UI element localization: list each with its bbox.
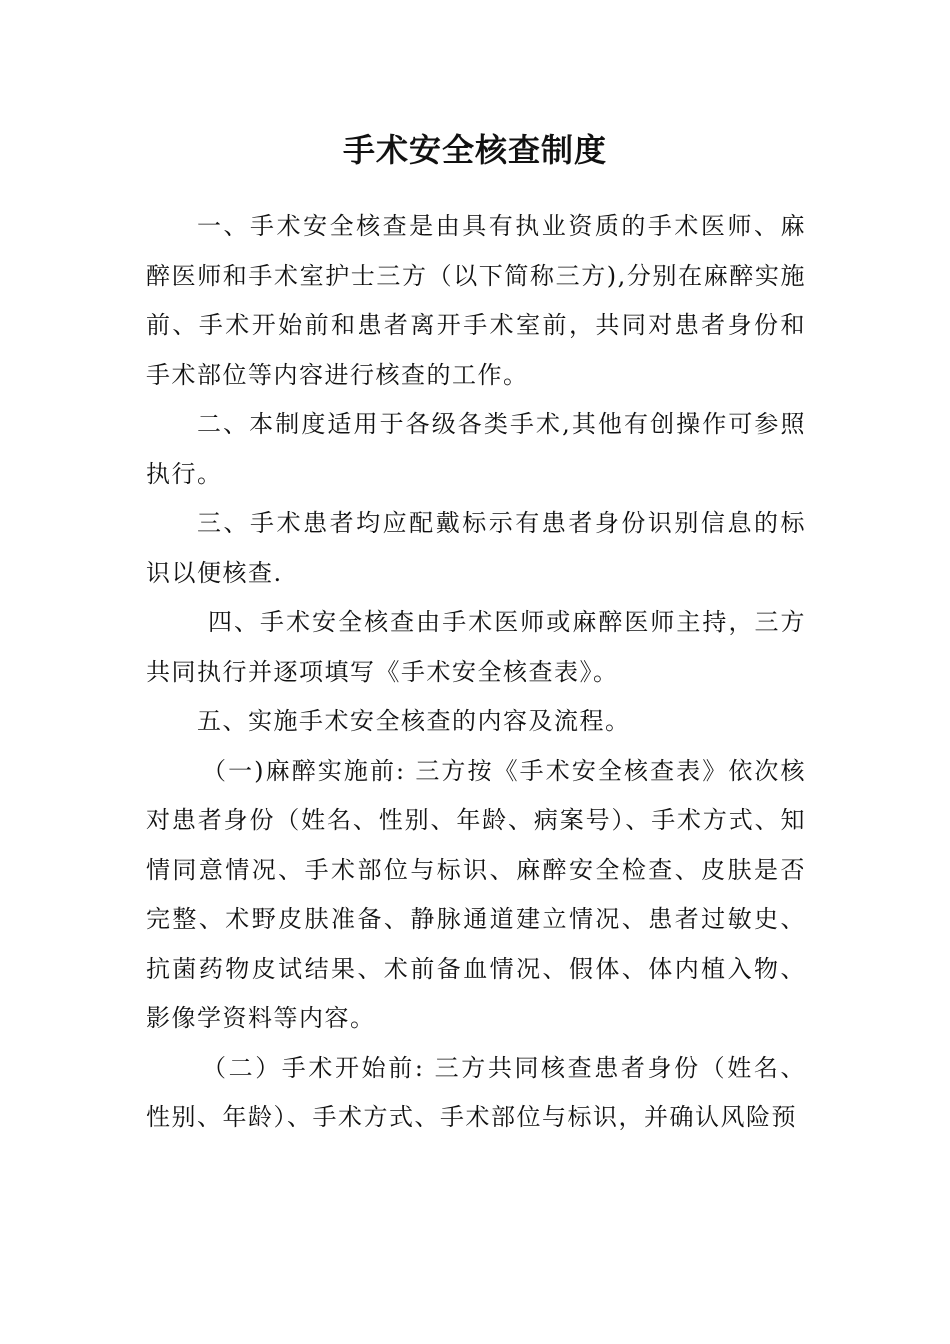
paragraph-5-process-heading: 五、实施手术安全核查的内容及流程。	[197, 707, 631, 735]
document-body	[146, 202, 806, 1143]
paragraph-7-before-surgery: （二）手术开始前: 三方共同核查患者身份（姓名、性别、年龄）、手术方式、手术部位与标识，并确认风险预	[146, 1053, 806, 1131]
paragraph-2-applicability: 二、本制度适用于各级各类手术,其他有创操作可参照执行。	[146, 410, 806, 488]
document-title: 手术安全核查制度	[342, 131, 607, 169]
paragraph-3-identification: 三、手术患者均应配戴标示有患者身份识别信息的标识以便核查.	[146, 509, 806, 587]
paragraph-6-before-anesthesia: （一)麻醉实施前: 三方按《手术安全核查表》依次核对患者身份（姓名、性别、年龄、病案号）、手术方式、知情同意情况、手术部位与标识、麻醉安全检查、皮肤是否完整、术野皮肤准备、静脉通道建立情况、患者过敏史、抗菌药物皮试结果、术前备血情况、假体、体内植入物、影像学资料等内容。	[146, 756, 806, 1032]
paragraph-4-procedure-lead: 四、手术安全核查由手术医师或麻醉医师主持，三方共同执行并逐项填写《手术安全核查表》。	[146, 608, 806, 686]
paragraph-1-scope-definition: 一、手术安全核查是由具有执业资质的手术医师、麻醉医师和手术室护士三方（以下简称三方),分别在麻醉实施前、手术开始前和患者离开手术室前，共同对患者身份和手术部位等内容进行核查的工作。	[146, 212, 806, 389]
